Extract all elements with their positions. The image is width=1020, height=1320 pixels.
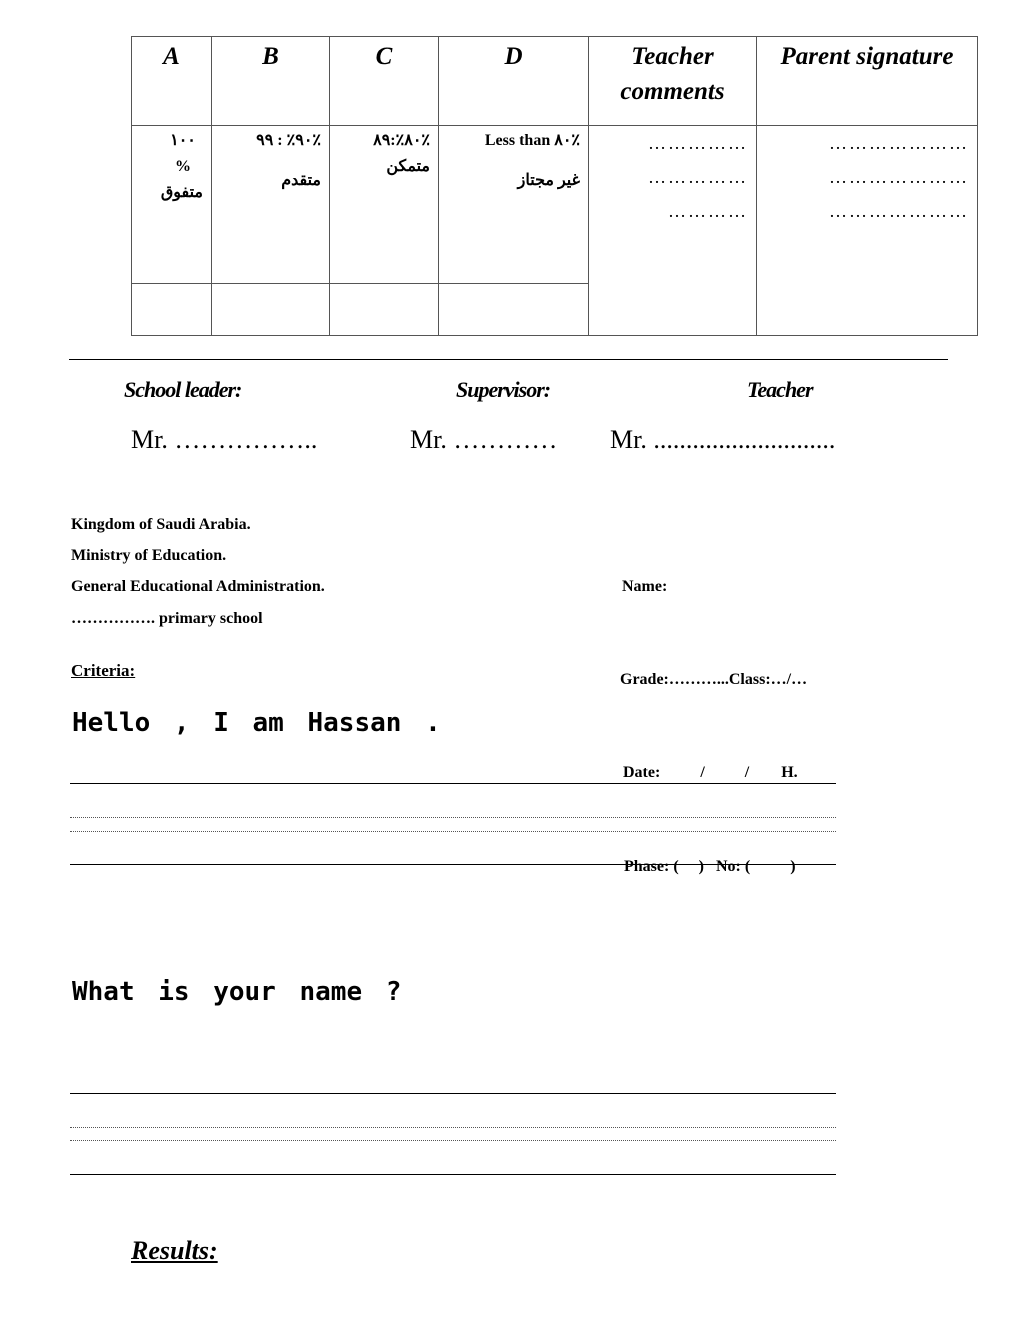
header-teacher-comments: Teacher comments — [589, 37, 757, 126]
dotted-line: …………… — [648, 167, 748, 187]
sentence-hello: Hello , I am Hassan . — [72, 708, 441, 738]
empty-cell[interactable] — [212, 284, 330, 336]
grade-range: ٩٠٪ : ٩٩٪ — [256, 132, 321, 149]
answer-guide-line — [70, 817, 836, 818]
grade-label: متقدم — [281, 172, 321, 189]
answer-line[interactable] — [70, 1093, 836, 1094]
divider — [69, 359, 948, 360]
grade-b — [212, 126, 330, 284]
header-parent-signature: Parent signature — [757, 37, 978, 126]
answer-line[interactable] — [70, 1174, 836, 1175]
student-info — [620, 509, 807, 913]
empty-cell[interactable] — [330, 284, 439, 336]
answer-guide-line — [70, 1127, 836, 1128]
header-a: A — [132, 37, 212, 126]
answer-line[interactable] — [70, 783, 836, 784]
administration: General Educational Administration. — [71, 578, 325, 595]
grading-table — [131, 36, 978, 336]
phase-no-field[interactable]: Phase: ( ) No: ( ) — [624, 858, 796, 875]
empty-cell[interactable] — [132, 284, 212, 336]
grade-a — [132, 126, 212, 284]
date-field[interactable]: Date: / / H. — [623, 764, 798, 781]
header-b: B — [212, 37, 330, 126]
grade-label: متمكن — [386, 158, 430, 175]
school-header — [71, 509, 325, 634]
country: Kingdom of Saudi Arabia. — [71, 516, 251, 533]
school-leader-name: Mr. …………….. — [131, 425, 318, 454]
supervisor-name: Mr. ………… — [410, 425, 558, 454]
empty-cell[interactable] — [439, 284, 589, 336]
grade-d — [439, 126, 589, 284]
supervisor-label: Supervisor: — [456, 377, 551, 402]
ministry: Ministry of Education. — [71, 547, 227, 564]
criteria-label: Criteria: — [71, 661, 136, 680]
header-c: C — [330, 37, 439, 126]
teacher-comments-cell[interactable] — [589, 126, 757, 336]
name-field[interactable]: Name: — [622, 578, 668, 595]
dotted-line: ………… — [668, 201, 748, 221]
grade-range: ٨٠٪:٨٩٪ — [373, 132, 430, 149]
teacher-name: Mr. ............................ — [610, 425, 836, 454]
grade-label: متفوق — [160, 184, 203, 201]
dotted-line: ………………… — [829, 167, 969, 187]
dotted-line: ………………… — [829, 201, 969, 221]
dotted-line: ………………… — [829, 133, 969, 153]
parent-signature-cell[interactable] — [757, 126, 978, 336]
grade-c — [330, 126, 439, 284]
teacher-label: Teacher — [747, 377, 813, 402]
header-d: D — [439, 37, 589, 126]
results-label: Results: — [131, 1236, 218, 1265]
school-leader-label: School leader: — [124, 377, 242, 402]
grade-range: Less than ٨٠٪ — [484, 132, 580, 149]
grade-range: ١٠٠ % — [170, 132, 196, 175]
grade-label: غير مجتاز — [517, 172, 580, 189]
school-name: ……………. primary school — [71, 610, 263, 627]
grade-class-field[interactable]: Grade:………...Class:…/… — [620, 671, 808, 688]
answer-line[interactable] — [70, 864, 836, 865]
answer-guide-line — [70, 831, 836, 832]
dotted-line: …………… — [648, 133, 748, 153]
question-name: What is your name ? — [72, 977, 402, 1007]
answer-guide-line — [70, 1140, 836, 1141]
